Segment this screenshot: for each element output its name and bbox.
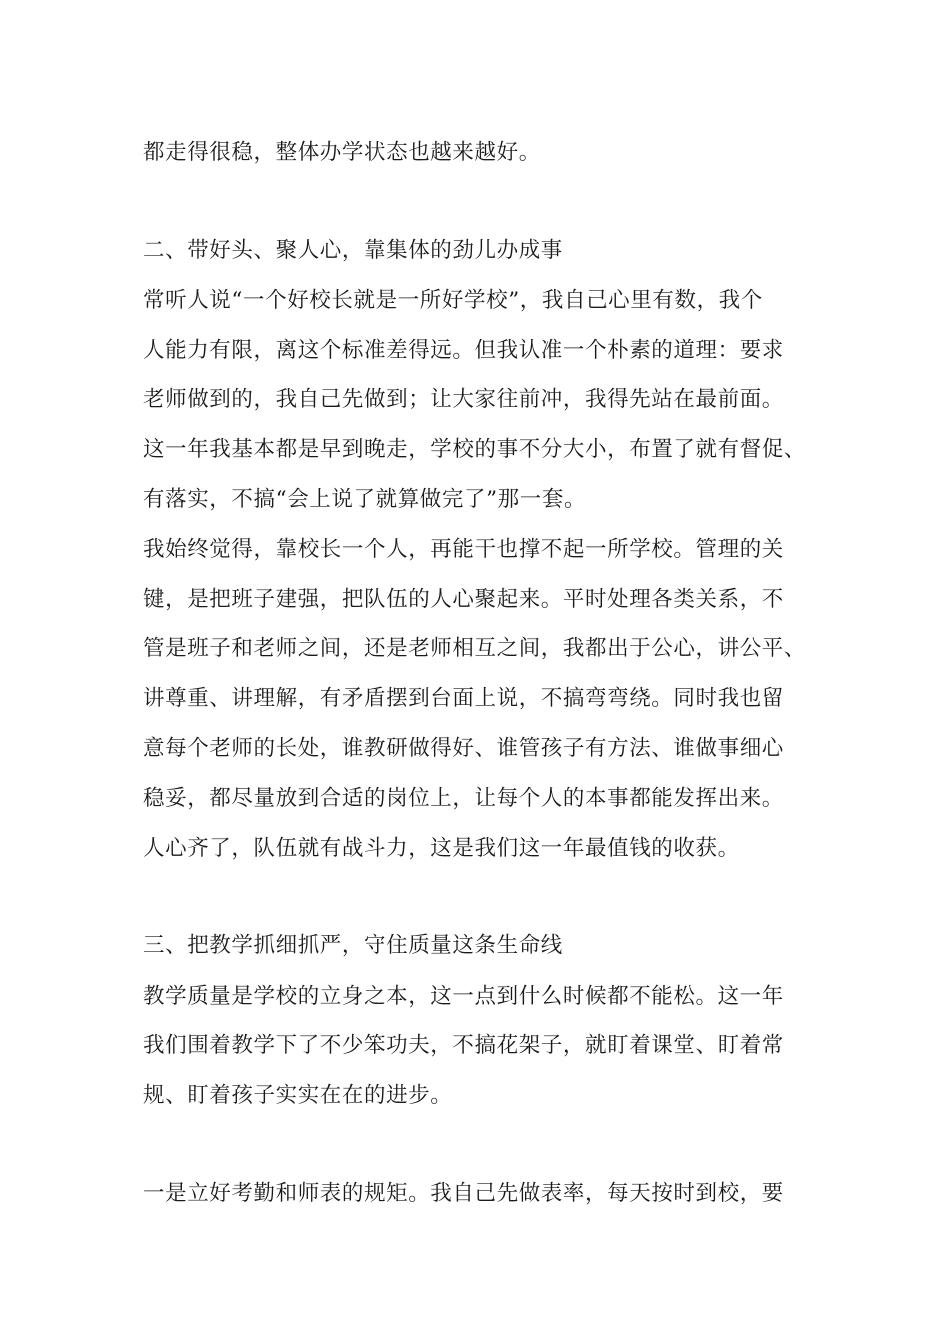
paragraph-line: 有落实，不搞“会上说了就算做完了”那一套。: [143, 487, 587, 512]
section-heading: 二、带好头、聚人心，靠集体的劲儿办成事: [143, 238, 563, 263]
paragraph-line: 常听人说“一个好校长就是一所好学校”，我自己心里有数，我个: [143, 288, 763, 313]
paragraph-line: 人能力有限，离这个标准差得远。但我认准一个朴素的道理：要求: [143, 338, 784, 363]
paragraph-line: 讲尊重、讲理解，有矛盾摆到台面上说，不搞弯弯绕。同时我也留: [143, 686, 784, 711]
paragraph-line: 一是立好考勤和师表的规矩。我自己先做表率，每天按时到校，要: [143, 1181, 784, 1206]
paragraph-line: 管是班子和老师之间，还是老师相互之间，我都出于公心，讲公平、: [143, 636, 807, 661]
paragraph-line: 人心齐了，队伍就有战斗力，这是我们这一年最值钱的收获。: [143, 836, 740, 861]
paragraph-line: 教学质量是学校的立身之本，这一点到什么时候都不能松。这一年: [143, 984, 784, 1009]
paragraph-line: 老师做到的，我自己先做到；让大家往前冲，我得先站在最前面。: [143, 387, 784, 412]
section-heading: 三、把教学抓细抓严，守住质量这条生命线: [143, 933, 563, 958]
paragraph-line: 我始终觉得，靠校长一个人，再能干也撑不起一所学校。管理的关: [143, 537, 784, 562]
paragraph-line: 规、盯着孩子实实在在的进步。: [143, 1083, 453, 1108]
paragraph-line: 我们围着教学下了不少笨功夫，不搞花架子，就盯着课堂、盯着常: [143, 1033, 784, 1058]
paragraph-line: 都走得很稳，整体办学状态也越来越好。: [143, 140, 541, 165]
paragraph-line: 这一年我基本都是早到晚走，学校的事不分大小，布置了就有督促、: [143, 437, 807, 462]
paragraph-line: 键，是把班子建强，把队伍的人心聚起来。平时处理各类关系，不: [143, 587, 784, 612]
paragraph-line: 稳妥，都尽量放到合适的岗位上，让每个人的本事都能发挥出来。: [143, 786, 784, 811]
paragraph-line: 意每个老师的长处，谁教研做得好、谁管孩子有方法、谁做事细心: [143, 736, 784, 761]
